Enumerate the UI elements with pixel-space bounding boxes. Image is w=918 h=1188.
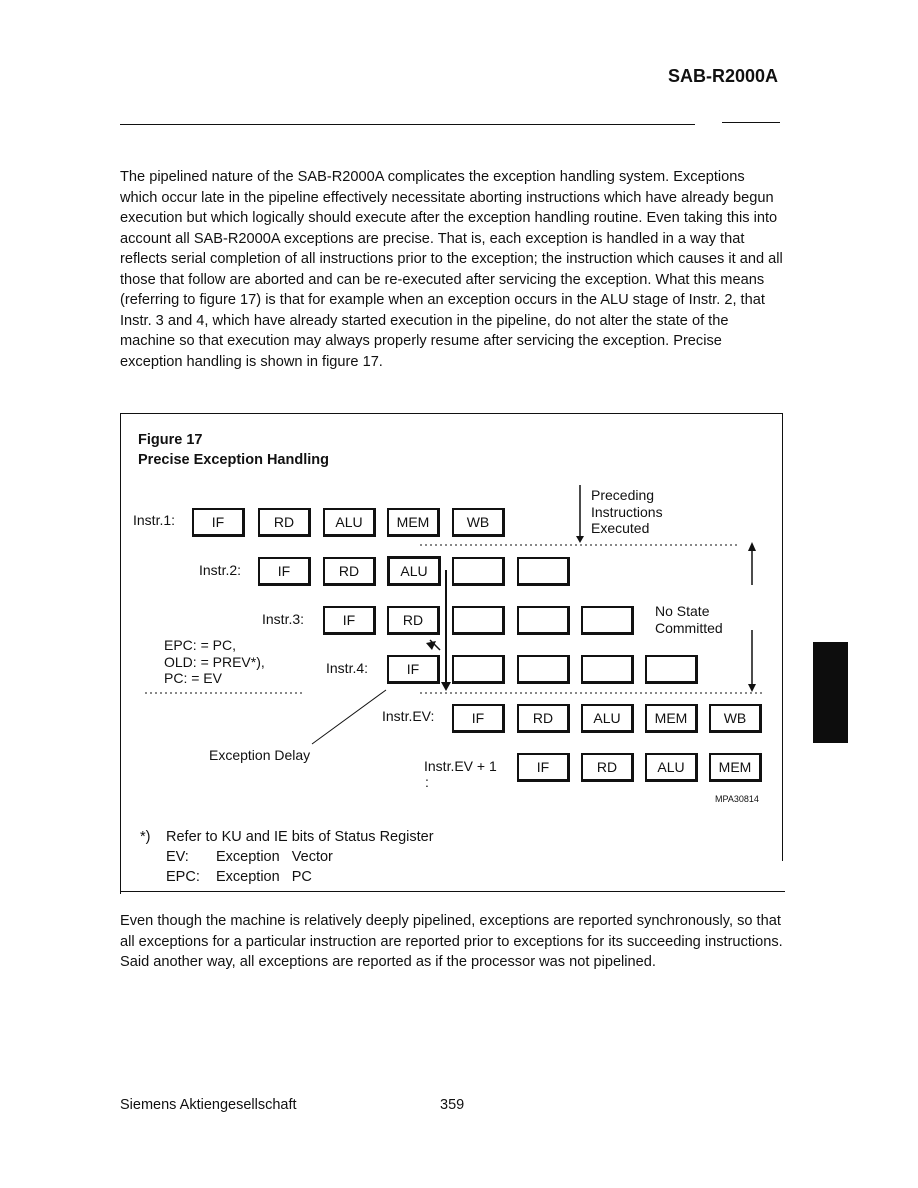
stage-box: IF (323, 606, 376, 635)
figure-title: Precise Exception Handling (138, 452, 329, 468)
stage-box: ALU (581, 704, 634, 733)
instr-label: Instr.EV: (382, 708, 435, 724)
stage-box (517, 557, 570, 586)
continuation-mark: : (425, 774, 429, 790)
note-key: EPC: (166, 869, 200, 885)
stage-box: WB (709, 704, 762, 733)
stage-box: MEM (645, 704, 698, 733)
stage-box: IF (387, 655, 440, 684)
outro-paragraph: Even though the machine is relatively deeply pipelined, exceptions are reported synchronously, so that all exceptions for a particular instruction are reported prior to exceptions for its succeeding instructions. Said another way, all exceptions are reported as if the processor was not pipelined. (120, 913, 783, 970)
intro-paragraph: The pipelined nature of the SAB-R2000A complicates the exception handling system. Exceptions which occur late in the pipeline effectively necessitate aborting instructions which have already begun execution but which logically should execute after the exception handling routine. Even taking this into account all SAB-R2000A exceptions are precise. That is, each exception is handled in a way that reflects serial completion of all instructions prior to the exception; the instruction which causes it and all those that follow are aborted and can be re-executed after servicing the exception. What this means (referring to figure 17) is that for example when an exception occurs in the ALU stage of Instr. 2, that Instr. 3 and 4, which have already started execution in the pipeline, do not alter the state of the machine so that execution may always properly resume after servicing the exception. Precise exception handling is shown in figure 17. (120, 169, 783, 370)
note-text: Refer to KU and IE bits of Status Register (166, 829, 434, 845)
note-key: EV: (166, 849, 189, 865)
stage-box: IF (452, 704, 505, 733)
stage-box: RD (581, 753, 634, 782)
stage-box: IF (258, 557, 311, 586)
stage-box: MEM (387, 508, 440, 537)
note-row (140, 867, 434, 887)
note-text: Exception PC (216, 869, 312, 885)
instr-label: Instr.4: (326, 660, 369, 676)
epc-assignments: EPC: = PC, OLD: = PREV*), PC: = EV (164, 637, 265, 686)
figure-notes (140, 827, 434, 887)
stage-box: RD (517, 704, 570, 733)
stage-box-exception: ALU (387, 556, 441, 586)
document-title: SAB-R2000A (667, 66, 778, 86)
stage-box (517, 655, 570, 684)
stage-box (581, 655, 634, 684)
stage-box: RD (387, 606, 440, 635)
stage-box (452, 606, 505, 635)
stage-box: IF (517, 753, 570, 782)
no-state-label: No State Committed (655, 603, 723, 636)
note-text: Exception Vector (216, 849, 333, 865)
stage-box: RD (323, 557, 376, 586)
instr-label: Instr.1: (133, 512, 176, 528)
instr-label: Instr.3: (262, 611, 305, 627)
drawing-id: MPA30814 (715, 794, 759, 804)
stage-box: MEM (709, 753, 762, 782)
preceding-label: Preceding Instructions Executed (591, 487, 663, 536)
footer-company: Siemens Aktiengesellschaft (120, 1097, 297, 1113)
stage-box: ALU (323, 508, 376, 537)
stage-box (452, 655, 505, 684)
instr-label: Instr.EV + 1 (424, 758, 497, 774)
stage-box (645, 655, 698, 684)
page-number: 359 (440, 1097, 465, 1113)
instr-label: Instr.2: (199, 562, 242, 578)
figure-number: Figure 17 (138, 432, 203, 448)
note-row (140, 847, 434, 867)
stage-box (581, 606, 634, 635)
note-key: *) (140, 829, 151, 845)
stage-box (517, 606, 570, 635)
exception-delay-label: Exception Delay (209, 747, 311, 763)
stage-box (452, 557, 505, 586)
stage-box: RD (258, 508, 311, 537)
stage-box: WB (452, 508, 505, 537)
stage-box: ALU (645, 753, 698, 782)
note-row (140, 827, 434, 847)
stage-box: IF (192, 508, 245, 537)
